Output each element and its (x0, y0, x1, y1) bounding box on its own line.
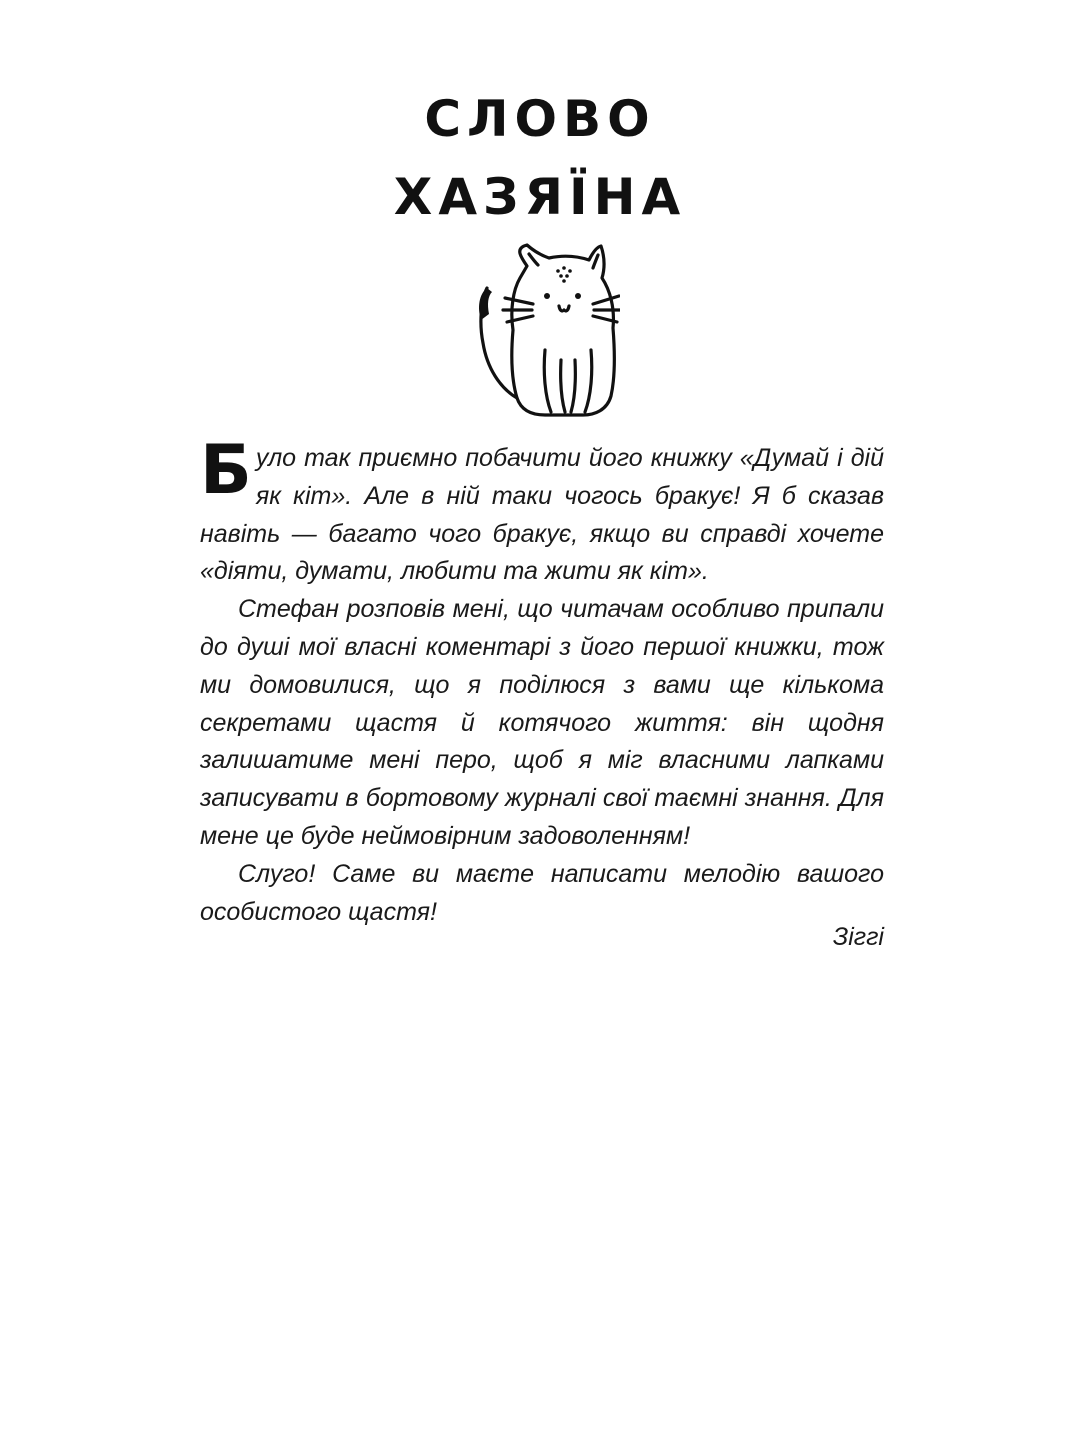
paragraph-3: Слуго! Саме ви маєте написати мелодію вашого особистого щастя! (200, 859, 884, 926)
body-text (200, 431, 884, 931)
paragraph-1-text: уло так приємно побачити його книжку «Думай і дій як кіт». Але в ній таки чогось бракує! Я б сказав навіть — багато чого бракує, якщо ви справді хочете «діяти, думати, любити та жити як кіт». (200, 444, 884, 586)
title-line-1: СЛОВО (424, 90, 656, 148)
drop-cap: Б (200, 431, 252, 510)
signature: Зіггі (832, 923, 884, 951)
paragraph-1 (200, 431, 884, 591)
cat-icon (465, 238, 620, 423)
paragraph-2: Стефан розповів мені, що читачам особливо припали до душі мої власні коментарі з його першої книжки, тож ми домовилися, що я поділюся з вами ще кількома секретами щастя й котячого життя: він щодня залишатиме мені перо, щоб я міг власними лапками записувати в бортовому журналі свої таємні знання. Для мене це буде неймовірним задоволенням! (200, 595, 884, 850)
title-line-2: ХАЗЯЇНА (393, 168, 687, 226)
